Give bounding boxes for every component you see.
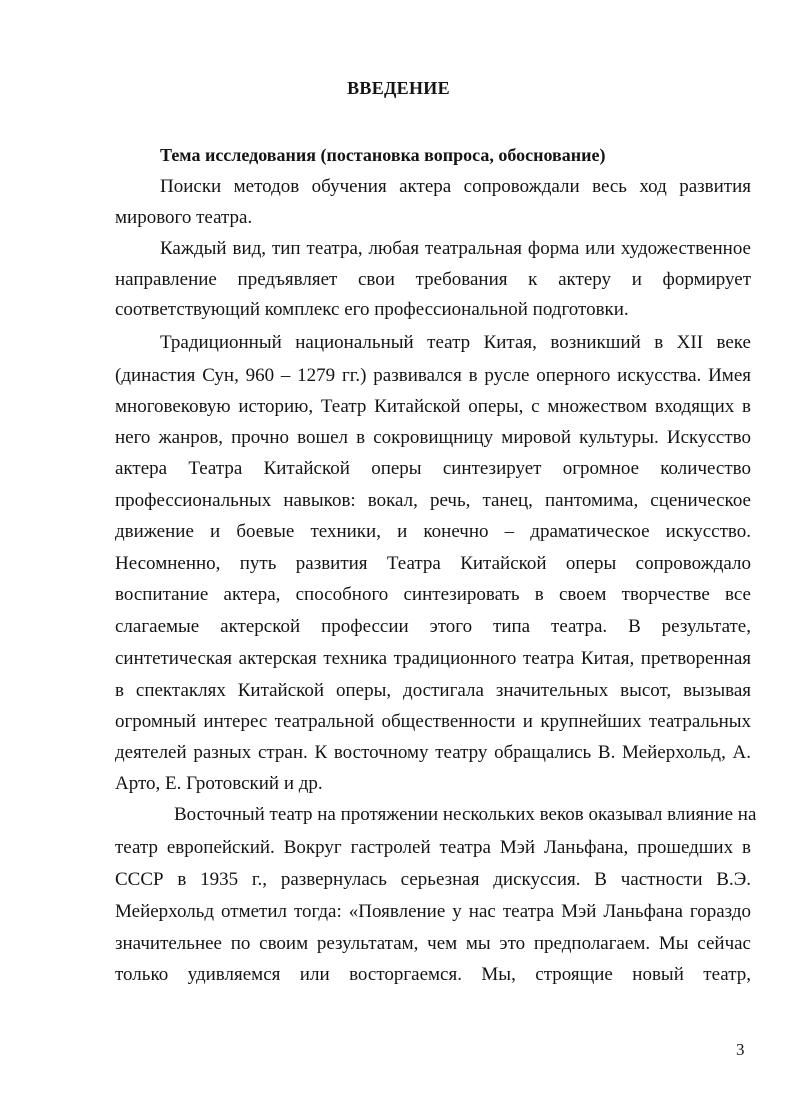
text-line: профессиональных навыков: вокал, речь, танец, пантомима, сценическое — [115, 490, 751, 511]
page-title: ВВЕДЕНИЕ — [347, 78, 450, 98]
text-line: СССР в 1935 г., развернулась серьезная дискуссия. В частности В.Э. — [115, 869, 751, 890]
text-line: Восточный театр на протяжении нескольких веков оказывал влияние на — [174, 804, 757, 825]
text-line: только удивляемся или восторгаемся. Мы, строящие новый театр, — [115, 964, 751, 985]
text-line: огромный интерес театральной общественности и крупнейших театральных — [115, 711, 751, 732]
section-subheading: Тема исследования (постановка вопроса, обоснование) — [160, 145, 606, 165]
text-line: Поиски методов обучения актера сопровождали весь ход развития — [160, 176, 751, 197]
text-line: значительнее по своим результатам, чем мы это предполагаем. Мы сейчас — [115, 933, 751, 954]
text-line: (династия Сун, 960 – 1279 гг.) развивался в русле оперного искусства. Имея — [115, 365, 751, 386]
text-line: соответствующий комплекс его профессиональной подготовки. — [115, 299, 629, 320]
text-line: деятелей разных стран. К восточному театру обращались В. Мейерхольд, А. — [115, 742, 751, 763]
text-line: синтетическая актерская техника традиционного театра Китая, претворенная — [115, 648, 751, 669]
text-line: в спектаклях Китайской оперы, достигала значительных высот, вызывая — [115, 680, 751, 701]
text-line: слагаемые актерской профессии этого типа театра. В результате, — [115, 616, 751, 637]
page-number: 3 — [736, 1040, 745, 1059]
text-line: движение и боевые техники, и конечно – драматическое искусство. — [115, 521, 751, 542]
text-line: Традиционный национальный театр Китая, возникший в XII веке — [160, 332, 751, 353]
text-line: Несомненно, путь развития Театра Китайской оперы сопровождало — [115, 553, 751, 574]
text-line: мирового театра. — [115, 207, 253, 228]
text-line: воспитание актера, способного синтезировать в своем творчестве все — [115, 584, 751, 605]
text-line: Каждый вид, тип театра, любая театральная форма или художественное — [160, 238, 751, 259]
text-line: Арто, Е. Гротовский и др. — [115, 773, 323, 794]
text-line: него жанров, прочно вошел в сокровищницу мировой культуры. Искусство — [115, 427, 751, 448]
text-line: актера Театра Китайской оперы синтезирует огромное количество — [115, 458, 751, 479]
text-line: театр европейский. Вокруг гастролей театра Мэй Ланьфана, прошедших в — [115, 837, 751, 858]
text-line: многовековую историю, Театр Китайской оперы, с множеством входящих в — [115, 396, 751, 417]
text-line: направление предъявляет свои требования к актеру и формирует — [115, 269, 751, 290]
text-line: Мейерхольд отметил тогда: «Появление у нас театра Мэй Ланьфана гораздо — [115, 901, 751, 922]
